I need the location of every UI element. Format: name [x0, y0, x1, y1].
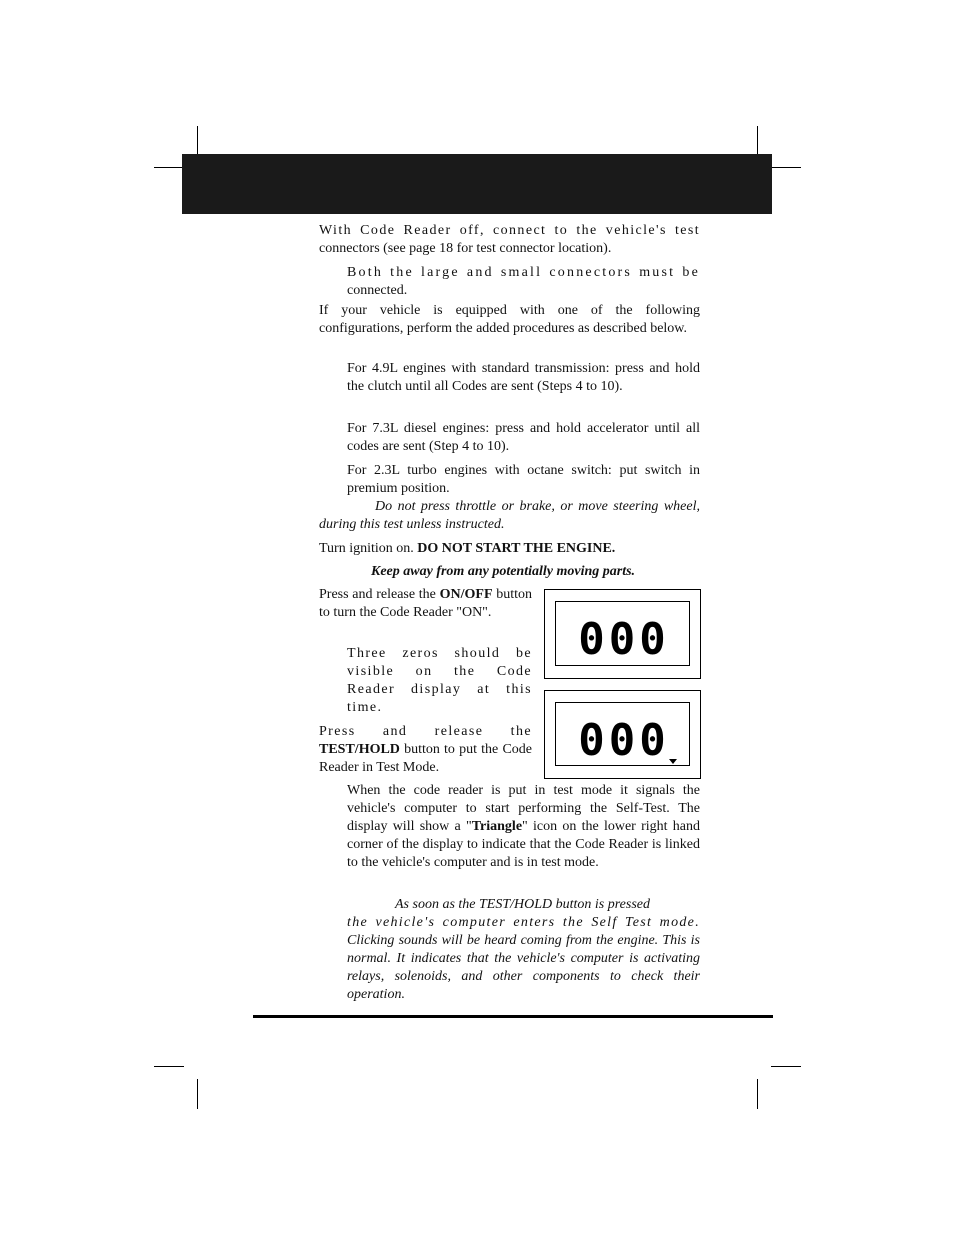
step2-plain: Turn ignition on. — [319, 541, 414, 556]
step4-italic-line2: the vehicle's computer enters the Self Test mode. — [347, 915, 700, 930]
lcd-display-test-mode — [544, 690, 701, 779]
step4-post: button to put the Code Reader in Test Mode. — [319, 742, 532, 775]
lcd-digits — [556, 703, 691, 767]
step4-para-pre: When the code reader is put in test mode it signals the vehicle's computer to start performing the Self-Test. The display will show a " — [347, 783, 700, 834]
step3-post: button to turn the Code Reader "ON". — [319, 587, 532, 620]
crop-mark — [771, 167, 801, 168]
config-intro: If your vehicle is equipped with one of the following configurations, perform the added procedures as described below. — [319, 303, 700, 336]
step4-text — [319, 741, 532, 777]
header-bar — [182, 154, 772, 214]
crop-mark — [154, 1066, 184, 1067]
crop-mark — [154, 167, 184, 168]
lcd-screen — [555, 702, 690, 766]
step3-bold: ON/OFF — [439, 587, 493, 602]
step2-text — [319, 540, 700, 558]
step3-note: Three zeros should be visible on the Code Reader display at this time. — [347, 646, 532, 715]
footer-rule — [253, 1015, 773, 1018]
step4-italic-line1: As soon as the TEST/HOLD button is pressed — [395, 897, 651, 912]
step3-pre: Press and release the — [319, 587, 436, 602]
lcd-display-on — [544, 589, 701, 679]
step4-bold: TEST/HOLD — [319, 742, 400, 757]
config-item-4-9l: For 4.9L engines with standard transmission: press and hold the clutch until all Codes are sent (Steps 4 to 10). — [347, 361, 700, 394]
step1-note-line1: Both the large and small connectors must be — [347, 265, 700, 280]
lcd-digits-text: 000 — [578, 715, 670, 766]
step4-para-post: " icon on the lower right hand corner of the display to indicate that the Code Reader is linked to the vehicle's computer and is in test mode. — [347, 819, 701, 870]
crop-mark — [757, 126, 758, 156]
triangle-icon — [669, 759, 677, 764]
step4-para-bold: Triangle — [471, 819, 523, 834]
step1-line2: connectors (see page 18 for test connector location). — [319, 241, 612, 256]
crop-mark — [197, 1079, 198, 1109]
step2-warning: Keep away from any potentially moving parts. — [371, 564, 636, 579]
crop-mark — [757, 1079, 758, 1109]
lcd-screen — [555, 601, 690, 666]
step4-paragraph — [347, 782, 700, 872]
step2-bold: DO NOT START THE ENGINE. — [417, 541, 616, 556]
crop-mark — [771, 1066, 801, 1067]
config-caution: Do not press throttle or brake, or move steering wheel, during this test unless instructed. — [319, 499, 700, 532]
config-item-2-3l: For 2.3L turbo engines with octane switch: put switch in premium position. — [347, 463, 700, 496]
crop-mark — [197, 126, 198, 156]
step4-italic-rest: Clicking sounds will be heard coming from the engine. This is normal. It indicates that the vehicle's computer is activating relays, solenoids, and other components to check their operation. — [347, 933, 700, 1002]
lcd-digits — [556, 602, 691, 667]
step3-text — [319, 586, 532, 622]
step1-line1: With Code Reader off, connect to the vehicle's test — [319, 223, 700, 238]
step4-line1: Press and release the — [319, 724, 532, 739]
step1-note-line2: connected. — [347, 283, 408, 298]
config-item-7-3l: For 7.3L diesel engines: press and hold accelerator until all codes are sent (Step 4 to 10). — [347, 421, 700, 454]
lcd-digits-text: 000 — [578, 614, 670, 665]
